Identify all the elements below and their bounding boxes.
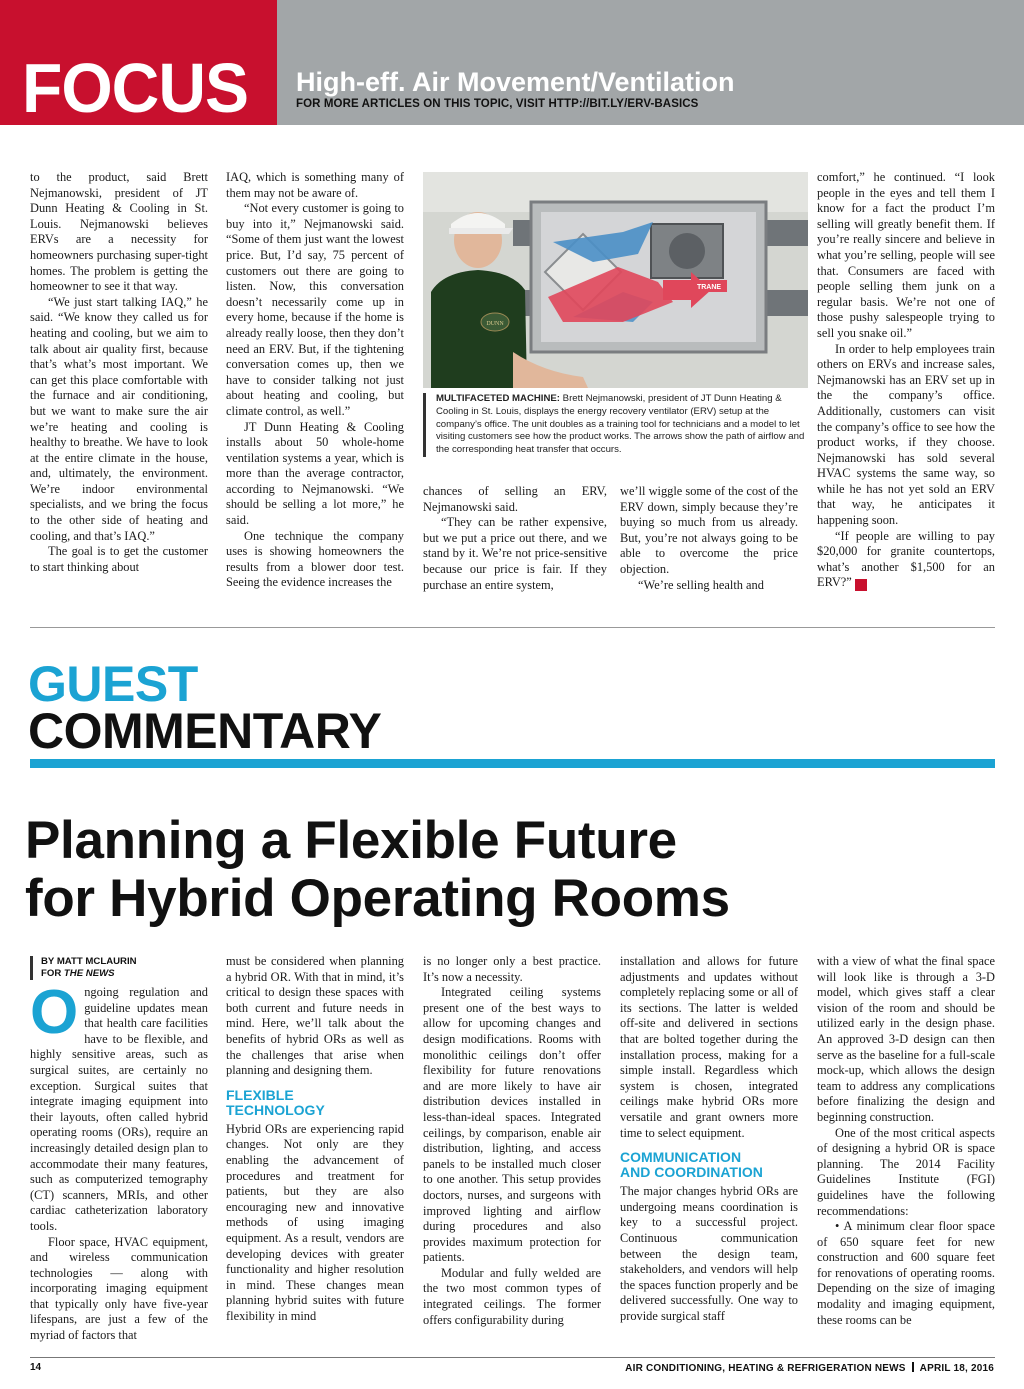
commentary-rule xyxy=(30,759,995,768)
paragraph: with a view of what the final space will look like is through a 3-D model, which gives staff a clear vision of the room and should be utilized early in the design phase. An approved 3-D design can then serve as the baseline for a full-scale mock-up, which allows the design team to address any complications before finalizing the design and beginning construction. xyxy=(817,954,995,1124)
paragraph: “Not every customer is going to buy into it,” Nejmanowski said. “Some of them just want the lowest price. But, I’d say, 75 percent of customers out there are going to listen. Now, this conversation doesn’t necessarily come up in every home, because if the home is already really loose, then they don’t need an ERV. But, if the tightening conversation comes up, then we have to consider talking not just about heating and cooling, but climate control, as well.” xyxy=(226,201,405,418)
paragraph: The major changes hybrid ORs are undergoing means coordination is key to a successful project. Continuous communication between the design team, stakeholders, and vendors will help the spaces function properly and be delivered successfully. One way to provide surgical staff xyxy=(620,1184,798,1323)
paragraph: must be considered when planning a hybrid OR. With that in mind, it’s critical to design these spaces with both current and future needs in mind. Here, we’ll talk about the benefits of hybrid ORs as well as the challenges that arise when planning and designing them. xyxy=(226,954,404,1078)
drop-cap: O xyxy=(30,978,79,1047)
issue-date: APRIL 18, 2016 xyxy=(919,1363,994,1374)
paragraph: Modular and fully welded are the two most common types of integrated ceilings. The former offers configurability during xyxy=(423,1265,601,1327)
guest-column-5 xyxy=(817,954,995,1328)
topic-title: High-eff. Air Movement/Ventilation xyxy=(296,67,735,97)
byline-author: BY MATT MCLAURIN xyxy=(41,956,137,967)
paragraph: In order to help employees train others on ERVs and increase sales, Nejmanowski has an ERV set up in the the company’s office. Additionally, customers can visit the company’s office to see how the product works, if they choose. Nejmanowski has sold several HVAC systems the same way, so while he has not yet sold an ERV that way, he anticipates it happening soon. xyxy=(817,341,996,528)
byline xyxy=(30,956,137,980)
unit-brand: TRANE xyxy=(696,284,722,291)
paragraph: comfort,” he continued. “I look people in the eyes and tell them I know for a fact the product I’m selling will greatly benefit them. If you’re really sincere and believe in what you’re selling, people will see that. Consumers are faced with people selling them junk on a regular basis. We’re not one of those pushy salespeople trying to sell you snake oil.” xyxy=(817,170,995,340)
paragraph: installation and allows for future adjustments and updates without completely replacing some or all of its sections. The latter is welded off-site and delivered in sections that are bolted together during the installation process, making for a simple install. Regardless which system is chosen, integrated ceilings make hybrid ORs more versatile and grant owners more time to select equipment. xyxy=(620,954,798,1140)
topic-link[interactable]: FOR MORE ARTICLES ON THIS TOPIC, VISIT HTTP://BIT.LY/ERV-BASICS xyxy=(296,98,699,110)
erv-column-1 xyxy=(30,170,208,575)
guest-label: GUEST xyxy=(28,656,198,712)
guest-column-1 xyxy=(30,978,208,1344)
paragraph xyxy=(817,529,995,592)
paragraph: “They can be rather expensive, but we put a price out there, and we stand by it. We’re not price-sensitive because our price is fair. If they purchase an entire system, xyxy=(423,515,607,592)
byline-publication: THE NEWS xyxy=(63,968,115,979)
paragraph: The goal is to get the customer to start thinking about xyxy=(30,544,208,574)
commentary-label: COMMENTARY xyxy=(28,703,382,759)
guest-column-4 xyxy=(620,954,798,1324)
byline-for: FOR THE NEWS xyxy=(41,968,115,979)
end-mark-icon: N xyxy=(855,579,867,591)
paragraph: to the product, said Brett Nejmanowski, president of JT Dunn Heating & Cooling in St. Louis. Nejmanowski believes ERVs are a necessity for homeowners purchasing super-tight homes. The problem is getting the homeowner to see it that way. xyxy=(30,170,208,294)
paragraph: Integrated ceiling systems present one of the best ways to allow for upcoming changes and design modifications. Rooms with monolithic ceilings don’t offer flexibility for future renovations and are more likely to have air distribution devices installed in less-than-ideal spaces. Integrated ceilings, by comparison, enable air distribution, lighting, and access panels to be installed much closer to one another. This setup provides doctors, nurses, and surgeons with improved lighting and airflow during procedures and also provides maximum protection for patients. xyxy=(423,985,601,1265)
caption-text: Brett Nejmanowski, president of JT Dunn Heating & Cooling in St. Louis, displays the energy recovery ventilator (ERV) setup at the company’s office. The unit doubles as a training tool for technicians and a model to let visiting customers see how the product works. The arrows show the path of airflow and the corresponding heat transfer that occurs. xyxy=(436,393,805,456)
shirt-logo: DUNN xyxy=(486,321,504,327)
footer-rule xyxy=(30,1357,995,1358)
photo-caption xyxy=(423,393,808,457)
article-headline xyxy=(25,812,985,928)
erv-column-4 xyxy=(620,484,798,593)
section-divider xyxy=(30,627,995,628)
paragraph: One technique the company uses is showing homeowners the results from a blower door test. Seeing the evidence increases the xyxy=(226,528,404,590)
subhead-communication-coordination: COMMUNICATION AND COORDINATION xyxy=(620,1149,763,1181)
section-label: FOCUS xyxy=(22,49,248,127)
paragraph: One of the most critical aspects of designing a hybrid OR is space planning. The 2014 Facility Guidelines Institute (FGI) guidelines have the following recommendations: xyxy=(817,1125,995,1218)
subhead-flexible-technology: FLEXIBLE TECHNOLOGY xyxy=(226,1086,325,1118)
paragraph: “We’re selling health and xyxy=(638,577,764,592)
publication-name: AIR CONDITIONING, HEATING & REFRIGERATION NEWS xyxy=(625,1363,906,1374)
erv-column-5 xyxy=(817,170,995,591)
paragraph: Floor space, HVAC equipment, and wireless communication technologies — along with incorporating imaging equipment that typically only have five-year lifespans, are just a few of the myriad of factors that xyxy=(30,1234,208,1343)
caption-lead: MULTIFACETED MACHINE: xyxy=(436,393,560,404)
erv-column-3 xyxy=(423,484,607,593)
erv-column-2 xyxy=(226,170,404,591)
section-header xyxy=(0,0,1024,125)
headline-line-1: Planning a Flexible Future xyxy=(25,811,677,870)
paragraph: JT Dunn Heating & Cooling installs about 50 whole-home ventilation systems a year, which is more than the average contractor, according to Nejmanowski. “We should be selling a lot more,” he said. xyxy=(226,419,404,528)
publication-footer xyxy=(625,1362,994,1374)
guest-column-3 xyxy=(423,954,601,1328)
paragraph: “We just start talking IAQ,” he said. “We know they called us for heating and cooling, but we aim to talk about air quality first, because that’s what’s most important. We can get this place comfortable with the furnace and air conditioning, but we want to make sure the air we’re heating and cooling is healthy to breathe. We have to look at the entire climate in the house, and, ultimately, the environment. We’re indoor environmental specialists, and we bring the focus to the other side of heating and cooling, and that’s IAQ.” xyxy=(30,294,208,543)
paragraph: is no longer only a best practice. It’s now a necessity. xyxy=(423,954,601,984)
paragraph: IAQ, which is something many of them may not be aware of. xyxy=(226,170,404,200)
paragraph: chances of selling an ERV, Nejmanowski said. xyxy=(423,484,607,514)
headline-line-2: for Hybrid Operating Rooms xyxy=(25,869,730,928)
paragraph: we’ll wiggle some of the cost of the ERV down, simply because they’re buying so much from us already. But, you’re not always going to be able to overcome the price objection. xyxy=(620,484,798,576)
final-sentence: “If people are willing to pay $20,000 for granite countertops, what’s another $1,500 for an ERV?” xyxy=(817,528,995,590)
erv-photo xyxy=(423,172,808,388)
paragraph: Ongoing regulation and guideline updates mean that health care facilities have to be flexible, and highly sensitive areas, such as surgical suites, are certainly no exception. Surgical suites that integrate imaging equipment into their layouts, often called hybrid operating rooms (ORs), require an increasingly detailed design plan to accommodate their many features, such as computerized temography (CT) scanners, MRIs, and other cardiac catheterization laboratory tools. xyxy=(30,978,208,1233)
paragraph: Hybrid ORs are experiencing rapid changes. Not only are they enabling the advancement of procedures and treatment for patients, but they are also encouraging new and innovative methods of using imaging equipment. As a result, vendors are developing devices with greater functionality and higher resolution in mind. These changes mean planning hybrid suites with future flexibility in mind xyxy=(226,1121,404,1323)
guest-column-2 xyxy=(226,954,404,1324)
footer-separator xyxy=(912,1362,914,1372)
erv-photo-illustration xyxy=(423,172,808,388)
page-number: 14 xyxy=(30,1362,42,1373)
bullet-item: • A minimum clear floor space of 650 square feet for new construction and 600 square feet for renovations of operating rooms. Depending on the size of imaging modality and imaging equipment, these rooms can be xyxy=(817,1219,995,1327)
